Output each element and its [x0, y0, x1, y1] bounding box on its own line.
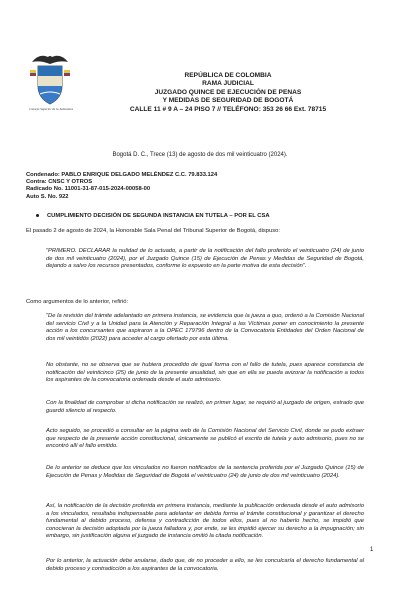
case-auto: Auto S. No. 922 [26, 193, 69, 200]
quote-paragraph-2: No obstante, no se observa que se hubiera procedido de igual forma con el fallo de tutela, pues aparece constancia de notificación del veinticinco (25) de junio de la presente anualidad, sin que en ella se pueda avizorar la notificación a todos los aspirantes de la convocatoria ordenada desde el auto admisorio. [46, 362, 364, 384]
intro-paragraph: El pasado 2 de agosto de 2024, la Honorable Sala Penal del Tribunal Superior de Bogotá, dispuso: [26, 228, 280, 234]
court-header [78, 72, 378, 114]
section-heading [36, 213, 270, 219]
header-address: CALLE 11 # 9 A – 24 PISO 7 // TELÉFONO: 353 26 66 Ext. 78715 [129, 105, 327, 113]
header-court: JUZGADO QUINCE DE EJECUCIÓN DE PENAS [154, 88, 302, 96]
coat-of-arms-seal [28, 48, 72, 108]
bullet-icon [36, 214, 39, 217]
quote-paragraph-5: De lo anterior se deduce que los vinculados no fueron notificados de la sentencia proferida por el Juzgado Quince (15) de Ejecución de Penas y Medidas de Seguridad de Bogotá el veinticuatro (24) de junio de dos mil veinticuatro (2024). [46, 465, 364, 479]
header-court-cont: Y MEDIDAS DE SEGURIDAD DE BOGOTÁ [162, 97, 294, 105]
header-branch: RAMA JUDICIAL [202, 80, 254, 88]
seal-caption: Consejo Superior de la Judicatura [28, 107, 74, 111]
quote-paragraph-7: Por lo anterior, la actuación debe anularse, dado que, de no proceder a ello, se les conculcaría el derecho fundamental al debido proceso y contradicción a los aspirantes de la convocatoria. [46, 558, 364, 572]
arguments-intro: Como argumentos de lo anterior, refirió: [26, 299, 129, 305]
page-number: 1 [370, 547, 374, 553]
quote-paragraph-6: Así, la notificación de la decisión proferida en primera instancia, mediante la publicación ordenada desde el auto admisorio a los vinculados, resultaba indispensable para adelantar en debida forma el trámite constitucional y garantizar el derecho fundamental al debido proceso, defensa y contradicción de todos ellos, pues al no haberlo hecho, se impidió que conocieran la decisión adoptada por la jueza falladora y, por ende, se les impidió ejercer su derecho a la impugnación; sin embargo, sin justificación alguna el juzgado de instancia omitió la citada notificación. [46, 503, 364, 540]
quote-paragraph-4: Acto seguido, se procedió a consultar en la página web de la Comisión Nacional del Servicio Civil, donde se pudo extraer que respecto de la presente acción constitucional, únicamente se publicó el escrito de tutela y auto admisorio, pues no se encontró allí el fallo emitido. [46, 428, 364, 450]
header-country: REPÚBLICA DE COLOMBIA [184, 72, 272, 79]
section-heading-text: CUMPLIMIENTO DECISIÓN DE SEGUNDA INSTANCIA EN TUTELA – POR EL CSA [47, 213, 270, 219]
quoted-resolution: "PRIMERO. DECLARAR la nulidad de lo actuado, a partir de la notificación del fallo proferido el veinticuatro (24) de junio de dos mil veinticuatro (2024), por el Juzgado Quince (15) de Ejecución de Penas y Medidas de Seguridad de Bogotá, dejando a salvo los recursos presentados, conforme lo expuesto en la parte motiva de esta decisión". [46, 248, 364, 270]
quote-paragraph-1: "De la revisión del trámite adelantado en primera instancia, se evidencia que la jueza a quo, ordenó a la Comisión Nacional del servicio Civil y a la Unidad para la Atención y Reparación Integral a las Víctimas poner en conocimiento la presente acción a los concursantes que aspiraron a la OPEC 179796 dentro de la Convocatoria Entidades del Orden Nacional de dos mil veintidós (2022) para acceder al cargo ofertado por esta última. [46, 313, 364, 342]
case-radicado: Radicado No. 11001-31-87-015-2024-00058-00 [26, 186, 151, 193]
quote-paragraph-3: Con la finalidad de comprobar si dicha notificación se realizó, en primer lugar, se requirió al juzgado de origen, estrado que guardó silencio al respecto. [46, 400, 364, 414]
case-contra: Contra: CNSC Y OTROS [26, 179, 93, 186]
case-info [26, 172, 376, 201]
case-condenado: Condenado: PABLO ENRIQUE DELGADO MELÉNDEZ C.C. 79.833.124 [26, 172, 218, 178]
date-line: Bogotá D. C., Trece (13) de agosto de dos mil veinticuatro (2024). [112, 152, 288, 158]
